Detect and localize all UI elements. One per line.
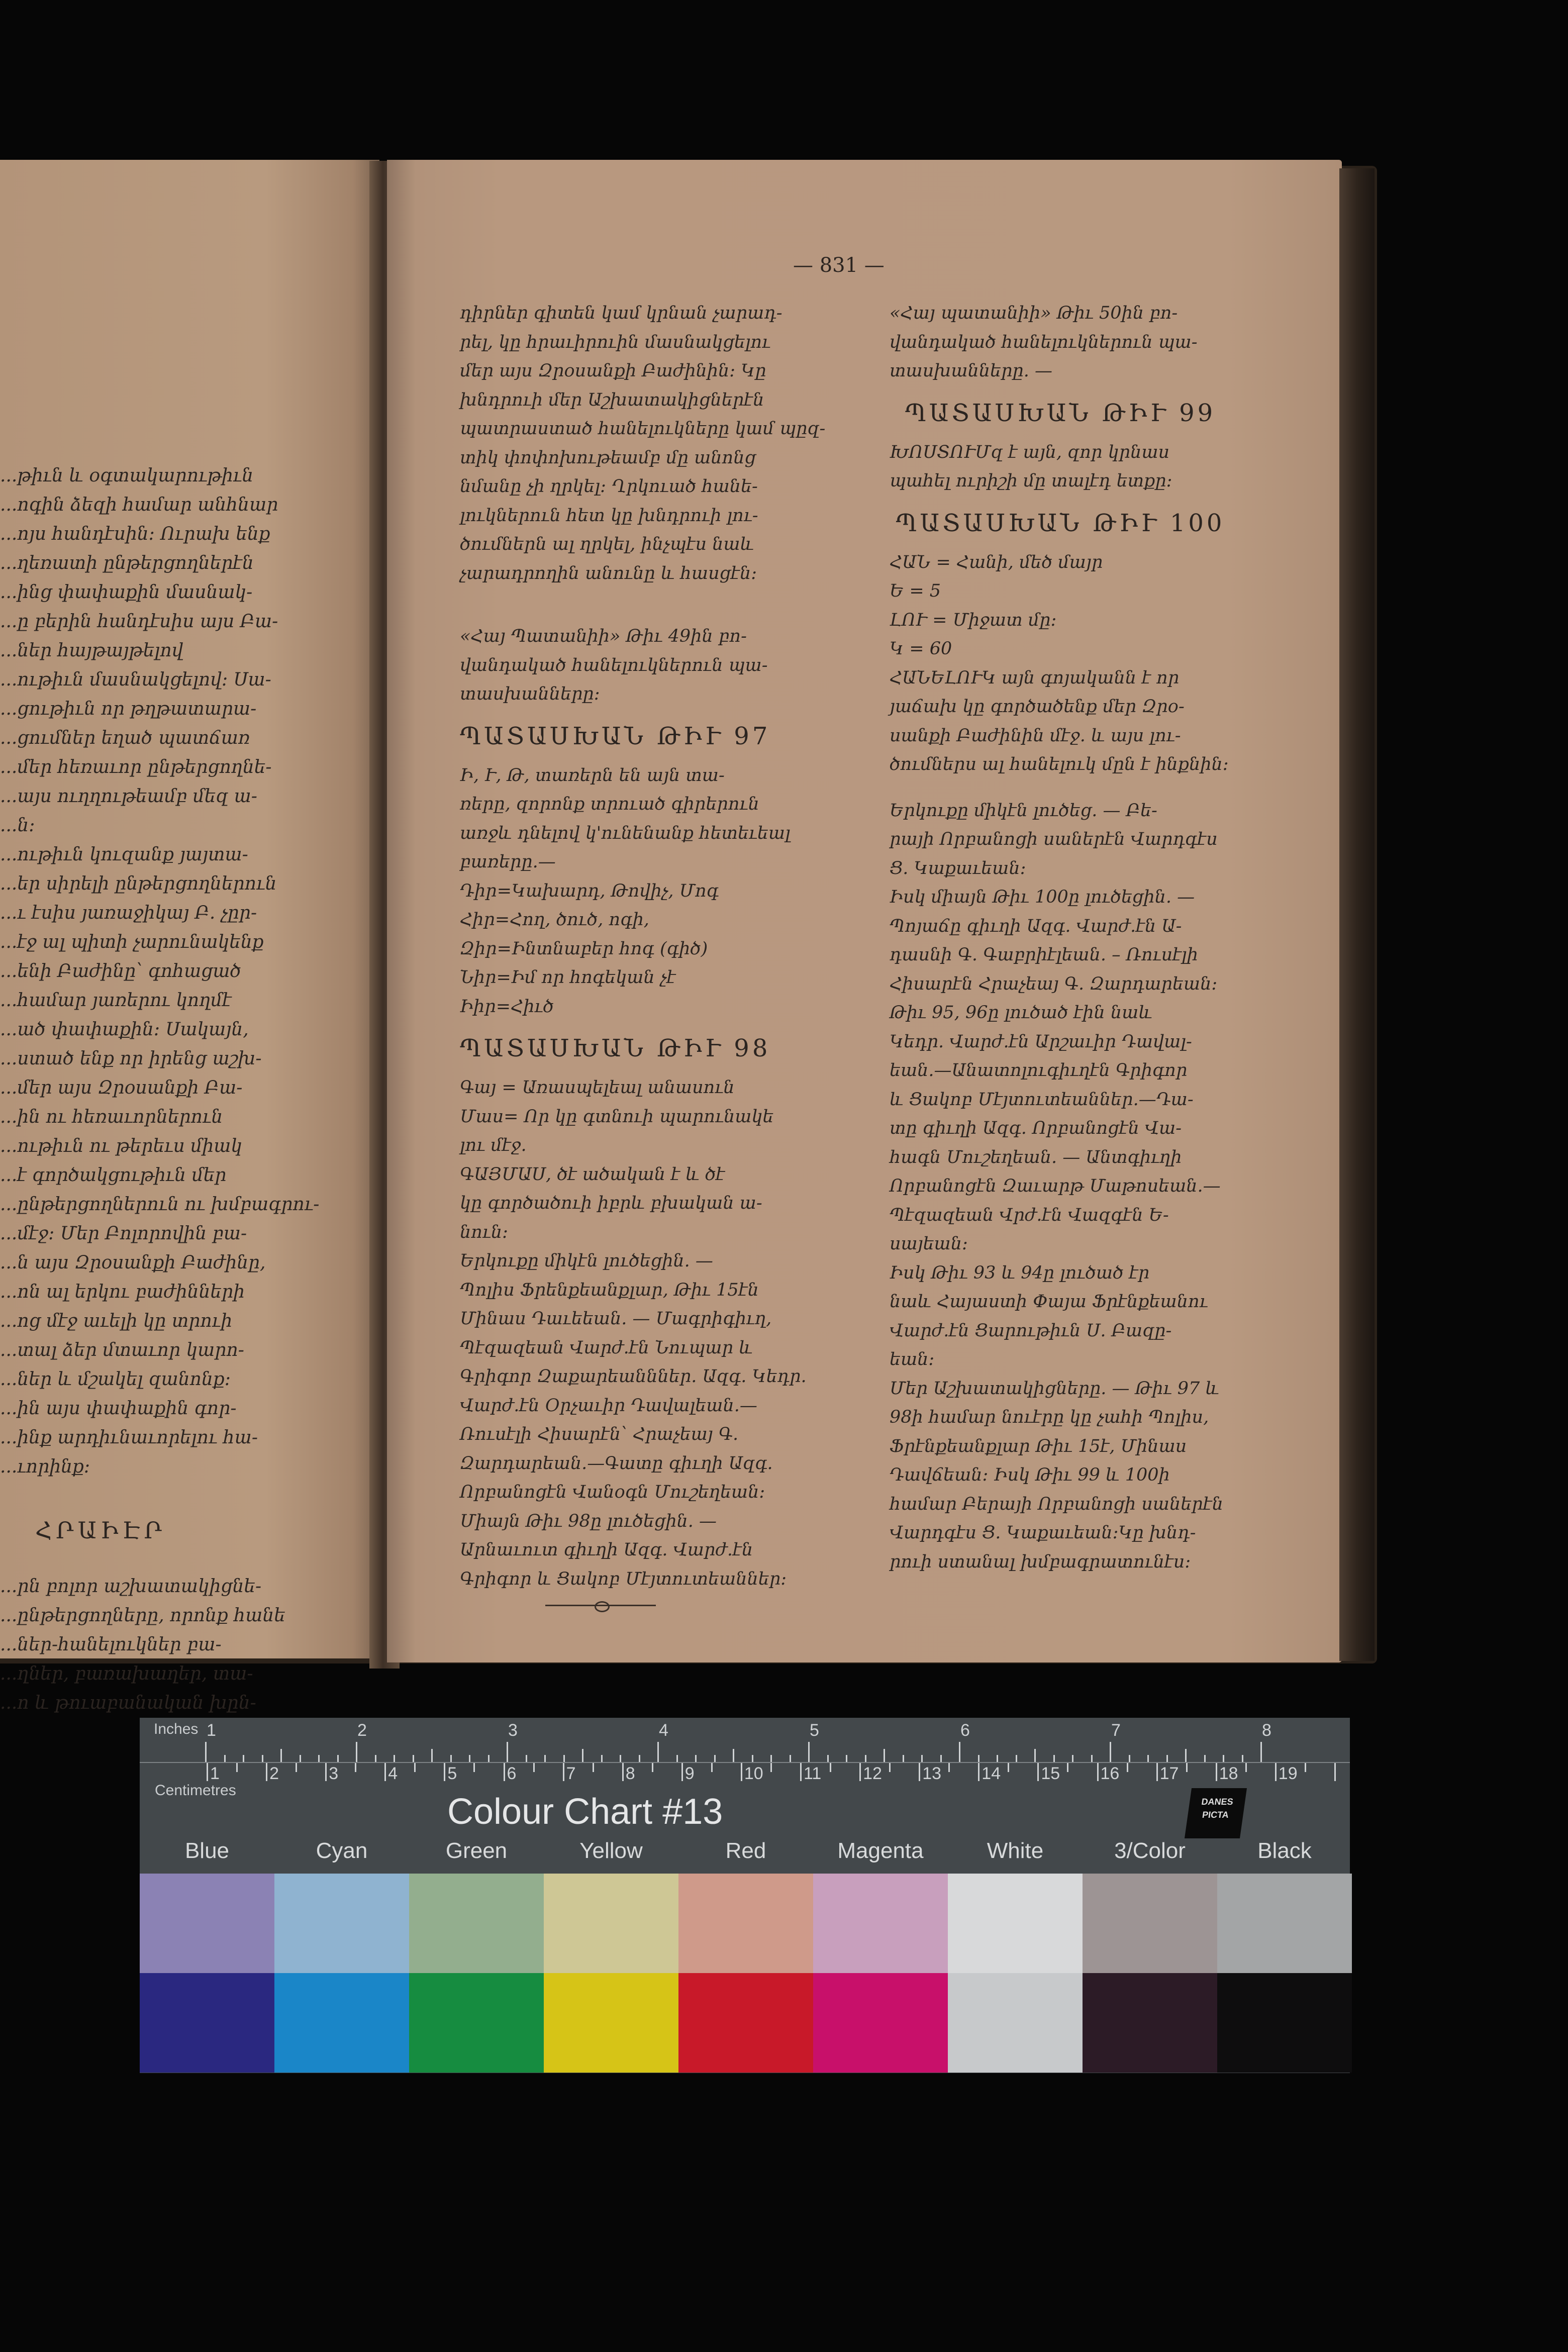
text-line: եան.—Անատոլուգիւղէն Գրիգոր — [890, 1060, 1188, 1081]
ruler-tick — [681, 1763, 683, 1781]
text-line: ...եր սիրելի ընթերցողներուն — [0, 873, 277, 894]
text-line: Միայն Թիւ 98ը լուծեցին. — — [460, 1511, 717, 1531]
ruler-tick — [563, 1755, 565, 1762]
ruler — [140, 1718, 1350, 1763]
inch-tick-label: 7 — [1111, 1721, 1121, 1740]
ruler-tick — [1053, 1755, 1055, 1762]
text-line: ...ւ էսիս յառաջիկայ Բ. չըր- — [0, 903, 257, 923]
text-line: տը գիւղի Ազգ. Որբանոցէն Վա- — [890, 1118, 1182, 1138]
ruler-tick — [1147, 1755, 1149, 1762]
ruler-tick — [770, 1755, 772, 1762]
ruler-tick — [940, 1755, 942, 1762]
colour-swatch — [678, 1874, 813, 1973]
ruler-tick — [355, 1763, 356, 1772]
ruler-tick — [1185, 1749, 1187, 1762]
text-line: ...ին այս փափաքին գոր- — [0, 1398, 237, 1419]
text-line: Հիր=Հող, ծուծ, ոգի, — [460, 910, 649, 930]
text-line: առջև դնելով կ'ունենանք հետեւեալ — [460, 823, 791, 843]
text-line: ՀԱՆԵԼՈՒԿ այն գոյականն է որ — [890, 667, 1180, 688]
spacer — [890, 779, 1231, 797]
ruler-tick — [1016, 1755, 1017, 1762]
text-line: ռերը, զորոնք տրուած գիրերուն — [460, 794, 759, 814]
text-line: Կ = 60 — [890, 639, 952, 659]
text-line: Արնաւուտ գիւղի Ազգ. Վարժ.էն — [460, 1540, 753, 1560]
text-line: րուի ստանալ խմբագրատունէս։ — [890, 1551, 1191, 1572]
ruler-tick — [1110, 1742, 1111, 1762]
text-line: ...ւորինք։ — [0, 1456, 90, 1477]
colour-swatch — [544, 1973, 678, 2073]
ruler-tick — [318, 1755, 320, 1762]
ruler-tick — [450, 1755, 452, 1762]
swatch-label: Green — [445, 1838, 508, 1863]
text-line: Պէզազեան Վարժ.էն Նուպար և — [460, 1337, 753, 1358]
text-line: ...ինց փափաքին մասնակ- — [0, 582, 253, 603]
colour-swatch — [1083, 1973, 1217, 2073]
text-line: Ի, Ւ, Թ, տառերն են այն տա- — [460, 765, 725, 786]
ruler-tick — [1245, 1763, 1247, 1772]
ruler-tick — [1275, 1763, 1277, 1781]
ruler-tick — [1334, 1763, 1336, 1781]
text-line: Վարդգէս Ց. Կաքաւեան։Կը խնդ- — [890, 1523, 1196, 1543]
text-line: պատրաստած հանելուկները կամ պըզ- — [460, 419, 826, 439]
left-heading: ՀՐԱԻԷՐ — [35, 1517, 166, 1544]
section-heading: ՊԱՏԱՍԽԱՆ ԹԻՒ 98 — [460, 1034, 771, 1062]
text-line: րայի Որբանոցի սաներէն Վարդգէս — [890, 829, 1218, 849]
text-line: ծումներս ալ հանելուկ մըն է ինքնին։ — [890, 754, 1229, 774]
text-line: ...ներ հայթայթելով — [0, 640, 183, 661]
text-line: Դիր=Կախարդ, Թովիչ, Մոգ — [460, 880, 719, 901]
chart-title: Colour Chart #13 — [447, 1792, 723, 1832]
ruler-tick — [714, 1755, 716, 1762]
text-line: նուն։ — [460, 1222, 509, 1242]
text-line: Ֆրէնքեանքլար Թիւ 15է, Մինաս — [890, 1436, 1187, 1456]
text-line: ...էջ ալ պիտի չարունակենք — [0, 932, 264, 952]
cm-tick-label: 19 — [1278, 1764, 1298, 1783]
text-line: «Հայ պատանիի» Թիւ 50ին բո- — [890, 303, 1178, 323]
text-line: Վարժ.էն Օրչաւիր Դավալեան.— — [460, 1395, 757, 1416]
ruler-tick — [622, 1763, 624, 1781]
colour-swatch — [409, 1973, 544, 2073]
cm-tick-label: 7 — [566, 1764, 576, 1783]
ruler-tick — [1034, 1749, 1036, 1762]
ruler-tick — [488, 1755, 489, 1762]
ruler-tick — [337, 1755, 339, 1762]
cm-tick-label: 5 — [447, 1764, 457, 1783]
text-line: Իսկ միայն Թիւ 100ը լուծեցին. — — [890, 887, 1195, 907]
text-line: ...մեր այս Զրօսանքի Բա- — [0, 1077, 243, 1098]
ruler-tick — [1216, 1763, 1217, 1781]
text-line: ...ոգին ձեզի համար անհնար — [0, 495, 278, 515]
text-line: ...ինք արդիւնաւորելու հա- — [0, 1427, 258, 1448]
colour-swatch — [678, 1973, 813, 2073]
colour-swatch — [274, 1973, 409, 2073]
text-line: տիկ փոփոխութեամբ մը անոնց — [460, 447, 756, 468]
text-line: ...ո և թուաբանական խըն- — [0, 1693, 256, 1713]
text-line: լու մէջ. — [460, 1135, 527, 1155]
ruler-tick — [504, 1763, 505, 1781]
text-line: ...ընթերցողներուն ու խմբագրու- — [0, 1194, 320, 1215]
text-line: ...ստած ենք որ իրենց աշխ- — [0, 1048, 262, 1069]
ruler-tick — [1091, 1755, 1093, 1762]
text-line: ԼՈՒ = Միջատ մը։ — [890, 610, 1057, 630]
ruler-tick — [1008, 1763, 1009, 1772]
ruler-tick — [300, 1755, 301, 1762]
section-heading: ՊԱՏԱՍԽԱՆ ԹԻՒ 97 — [460, 722, 771, 750]
text-line: Երկուքը միկէն լուծեց. — Բե- — [890, 800, 1157, 821]
text-line: ...ցութիւն որ թղթատարա- — [0, 699, 257, 719]
text-line: ԽՈՍՏՈՒՄզ է այն, զոր կրնաս — [890, 442, 1170, 462]
swatch-label: Blue — [184, 1838, 230, 1863]
inch-tick-label: 8 — [1262, 1721, 1271, 1740]
ruler-tick — [676, 1755, 678, 1762]
text-line: Պոլիս Ֆրենքեանքլար, Թիւ 15էն — [460, 1280, 759, 1300]
ruler-tick — [296, 1763, 297, 1772]
text-line: ...ն։ — [0, 815, 35, 836]
text-line: Իիր=Հիւծ — [460, 996, 554, 1017]
ruler-tick — [978, 1755, 979, 1762]
text-line: Մաս= Որ կը գտնուի պարունակե — [460, 1106, 774, 1127]
ruler-tick — [752, 1755, 753, 1762]
centimetres-label: Centimetres — [155, 1782, 236, 1799]
text-line: եան։ — [890, 1349, 935, 1369]
ruler-tick — [243, 1755, 244, 1762]
swatch-label: Cyan — [316, 1838, 368, 1863]
text-line: ...ենի Բաժինը՝ գոհացած — [0, 961, 241, 982]
text-line: ...ընթերցողները, որոնք հանե — [0, 1605, 285, 1626]
inch-tick-label: 5 — [810, 1721, 819, 1740]
ruler-tick — [1037, 1763, 1039, 1781]
ruler-tick — [1156, 1763, 1158, 1781]
inch-tick-label: 1 — [207, 1721, 216, 1740]
ruler-tick — [236, 1763, 238, 1772]
text-line: ...ութիւն ու թերեւս միակ — [0, 1136, 243, 1156]
colour-swatch — [544, 1874, 678, 1973]
colour-swatch — [1217, 1874, 1352, 1973]
text-line: ...ներ և մշակել զանոնք։ — [0, 1369, 231, 1390]
text-line: ...է գործակցութիւն մեր — [0, 1165, 227, 1186]
text-line: ...ոն ալ երկու բաժինների — [0, 1282, 245, 1302]
text-line: ...ոյս հանդէսին։ Ուրախ ենք — [0, 524, 270, 544]
text-line: ...մէջ։ Մեր Բոլորովին բա- — [0, 1223, 247, 1244]
ruler-tick — [997, 1755, 998, 1762]
ruler-tick — [695, 1755, 697, 1762]
cm-tick-label: 9 — [684, 1764, 695, 1783]
ruler-tick — [1223, 1755, 1224, 1762]
ruler-tick — [582, 1749, 583, 1762]
cm-tick-label: 13 — [922, 1764, 942, 1783]
left-text-top — [0, 461, 347, 1482]
cm-tick-label: 11 — [804, 1764, 822, 1783]
text-line: ...ին ու հեռաւորներուն — [0, 1107, 223, 1127]
text-line: խնդրուի մեր Աշխատակիցներէն — [460, 389, 764, 410]
text-line: Մեր Աշխատակիցները. — Թիւ 97 և — [890, 1378, 1220, 1399]
text-line: համար Բերայի Որբանոցի սաներէն — [890, 1494, 1223, 1514]
text-line: և Ցակոբ Մէյտուտեաններ.—Դա- — [890, 1089, 1194, 1110]
inch-tick-label: 2 — [357, 1721, 367, 1740]
text-line: բառերը.— — [460, 852, 556, 872]
inch-tick-label: 6 — [960, 1721, 970, 1740]
ruler-tick — [959, 1742, 960, 1762]
text-line: մեր այս Զրօսանքի Բաժինին։ Կը — [460, 361, 766, 381]
cm-tick-label: 10 — [744, 1764, 763, 1783]
text-line: Պոյաճը գիւղի Ազգ. Վարժ.էն Ա- — [890, 916, 1182, 936]
ruler-tick — [1305, 1763, 1306, 1772]
ruler-tick — [593, 1763, 594, 1772]
ruler-tick — [1242, 1755, 1243, 1762]
text-line: ...ութիւն կուզանք յայտա- — [0, 844, 248, 865]
ruler-tick — [1129, 1755, 1130, 1762]
cm-tick-label: 17 — [1159, 1764, 1179, 1783]
danes-picta-logo: DANES PICTA — [1185, 1788, 1247, 1838]
text-line: Նիր=Իմ որ հոգեկան չէ — [460, 967, 676, 988]
ruler-tick — [414, 1763, 416, 1772]
text-line: ...ցումներ եղած պատճառ — [0, 728, 250, 748]
inches-label: Inches — [154, 1721, 199, 1737]
text-line: Պէզազեան Վրժ.էն Վազգէն Ե- — [890, 1205, 1169, 1225]
text-line: Գայ = Առասպելեալ անասուն — [460, 1077, 735, 1098]
ruler-tick — [375, 1755, 376, 1762]
ruler-tick — [1204, 1755, 1206, 1762]
colour-swatch — [140, 1973, 274, 2073]
colour-swatch — [140, 1874, 274, 1973]
text-line: Զարդարեան.—Գատը գիւղի Ազգ. — [460, 1453, 773, 1474]
ruler-tick — [262, 1755, 263, 1762]
ruler-tick — [903, 1755, 904, 1762]
swatch-label: 3/Color — [1114, 1838, 1186, 1863]
ruler-tick — [620, 1755, 621, 1762]
ruler-tick — [711, 1763, 713, 1772]
ruler-tick — [1166, 1755, 1168, 1762]
cm-tick-label: 15 — [1041, 1764, 1060, 1783]
text-line: սայեան։ — [890, 1234, 968, 1254]
text-line: տասխանները։ — [460, 684, 600, 704]
ruler-tick — [770, 1763, 772, 1772]
text-line: ...ն այս Զրօսանքի Բաժինը, — [0, 1252, 266, 1273]
colour-chart — [140, 1718, 1350, 2073]
text-line: Ե = 5 — [890, 581, 941, 601]
ruler-tick — [1186, 1763, 1188, 1772]
text-line: ...ոց մէջ աւելի կը տրուի — [0, 1311, 233, 1331]
text-line: հագն Մուշեղեան. — Անտգիւղի — [890, 1147, 1182, 1167]
swatch-label: Magenta — [837, 1838, 924, 1863]
colour-swatch — [813, 1874, 948, 1973]
ruler-tick — [827, 1755, 829, 1762]
ruler-tick — [413, 1755, 414, 1762]
ruler-tick — [830, 1763, 831, 1772]
page-number: — 831 — — [793, 254, 885, 277]
ruler-tick — [394, 1755, 395, 1762]
swatch-labels — [140, 1838, 1350, 1869]
text-column-2 — [890, 299, 1231, 1577]
ruler-tick — [948, 1763, 950, 1772]
ruler-tick — [859, 1763, 861, 1781]
ruler-tick — [808, 1742, 810, 1762]
ruler-tick — [444, 1763, 445, 1781]
text-line: սանքի Բաժինին մէջ. և այս լու- — [890, 725, 1181, 746]
ruler-tick — [790, 1755, 791, 1762]
colour-swatch — [1083, 1874, 1217, 1973]
text-line: ...այս ուղղութեամբ մեզ ա- — [0, 786, 257, 807]
text-line: ծումներն ալ ղրկել, ինչպէս նաև — [460, 534, 754, 554]
colour-swatch — [813, 1973, 948, 2073]
text-line: ...ներ-հանելուկներ բա- — [0, 1634, 222, 1655]
cm-tick-label: 18 — [1219, 1764, 1238, 1783]
text-line: ...ղներ, բառախաղեր, տա- — [0, 1663, 253, 1684]
text-column-1 — [460, 299, 826, 1613]
text-line: Իսկ Թիւ 93 և 94ը լուծած էր — [890, 1262, 1150, 1283]
cm-tick-label: 16 — [1100, 1764, 1120, 1783]
ruler-tick — [652, 1763, 653, 1772]
colour-swatch — [274, 1874, 409, 1973]
text-line: դասնի Գ. Գաբրիէլեան. – Ռուսէլի — [890, 945, 1198, 965]
ruler-tick — [741, 1763, 742, 1781]
text-line: Թիւ 95, 96ը լուծած էին նաև — [890, 1003, 1152, 1023]
ruler-tick — [533, 1763, 535, 1772]
ruler-tick — [889, 1763, 891, 1772]
ruler-tick — [1067, 1763, 1068, 1772]
text-line: Գրիգոր և Ցակոբ Մէյտուտեաններ։ — [460, 1569, 787, 1589]
cm-tick-label: 6 — [507, 1764, 517, 1783]
ruler-tick — [865, 1755, 866, 1762]
spacer — [460, 588, 741, 605]
text-line: ...տալ ձեր մտաւոր կարո- — [0, 1340, 244, 1360]
ruler-tick — [356, 1742, 357, 1762]
text-line: պահել ուրիշի մը տալէդ ետքը։ — [890, 471, 1172, 491]
ruler-tick — [978, 1763, 979, 1781]
text-line: ...ղեռատի ընթերցողներէն — [0, 553, 254, 573]
cm-tick-label: 3 — [329, 1764, 339, 1783]
inch-tick-label: 4 — [659, 1721, 668, 1740]
text-line: տասխանները. — — [890, 361, 1053, 381]
text-line: «Հայ Պատանիի» Թիւ 49ին բո- — [460, 626, 747, 646]
ruler-tick — [1127, 1763, 1128, 1772]
cm-tick-label: 8 — [625, 1764, 635, 1783]
text-line: նմանը չի ղրկել։ Ղրկուած հանե- — [460, 476, 758, 497]
spacer — [460, 605, 741, 622]
ruler-tick — [800, 1763, 802, 1781]
colour-swatch — [1217, 1973, 1352, 2073]
text-line: Կեդր. Վարժ.էն Արշաւիր Դավալ- — [890, 1031, 1192, 1052]
text-line: ...մեր հեռաւոր ընթերցողնե- — [0, 757, 272, 777]
text-line: ԳԱՅՄԱՍ, ծէ ածական է և ծէ — [460, 1164, 725, 1185]
ruler-tick — [846, 1755, 847, 1762]
cm-tick-label: 2 — [269, 1764, 279, 1783]
text-line: Հիսարէն Հրաչեայ Գ. Զարդարեան։ — [890, 973, 1218, 994]
text-line: ...ը բերին հանդէսիս այս Բա- — [0, 611, 278, 632]
text-line: չարադրողին անունը և հասցէն։ — [460, 563, 757, 583]
text-line: Ց. Կաքաւեան։ — [890, 858, 1026, 878]
text-line: Գրիգոր Զաքարեանններ. Ազգ. Կեդր. — [460, 1366, 807, 1387]
ruler-tick — [266, 1763, 267, 1781]
text-line: Ռուսէլի Հիսարէն՝ Հրաչեայ Գ. — [460, 1424, 739, 1444]
ruler-tick — [473, 1763, 475, 1772]
text-line: ...ած փափաքին։ Սակայն, — [0, 1019, 249, 1040]
ruler-tick — [1097, 1763, 1099, 1781]
colour-swatch — [948, 1973, 1083, 2073]
section-heading: ՊԱՏԱՍԽԱՆ ԹԻՒ 100 — [896, 509, 1225, 537]
text-line: ...րն բոլոր աշխատակիցնե- — [0, 1576, 262, 1597]
ruler-tick — [639, 1755, 640, 1762]
ruler-tick — [733, 1749, 734, 1762]
text-line: յաճախ կը գործածենք մեր Զրօ- — [890, 697, 1185, 717]
text-line: կը գործածուի իբրև բխական ա- — [460, 1193, 762, 1213]
swatch-label: White — [987, 1838, 1044, 1863]
text-line: վանդակած հանելուկներուն պա- — [460, 655, 768, 675]
ruler-tick — [657, 1742, 659, 1762]
cm-tick-label: 4 — [388, 1764, 398, 1783]
text-line: Դավճեան։ Իսկ Թիւ 99 և 100ի — [890, 1465, 1170, 1485]
ruler-tick — [1072, 1755, 1073, 1762]
text-line: լուկներուն հետ կը խնդրուի լու- — [460, 505, 758, 526]
ruler-tick — [544, 1755, 546, 1762]
cm-tick-label: 1 — [210, 1764, 220, 1783]
text-line: նաև Հայաստի Փայա Ֆրէնքեանու — [890, 1292, 1208, 1312]
text-line: վանդակած հանելուկներուն պա- — [890, 332, 1198, 352]
text-line: ...ութիւն մասնակցելով։ Սա- — [0, 669, 271, 690]
section-heading: ՊԱՏԱՍԽԱՆ ԹԻՒ 99 — [905, 399, 1216, 427]
text-line: Երկուքը միկէն լուծեցին. — — [460, 1251, 713, 1271]
cm-tick-label: 12 — [863, 1764, 882, 1783]
ruler-tick — [884, 1749, 885, 1762]
text-line: Որբանոցէն Զաւարթ Մաթոսեան.— — [890, 1176, 1221, 1196]
text-line: Որբանոցէն Վանօգն Մուշեղեան։ — [460, 1482, 765, 1502]
text-line: դիրներ գիտեն կամ կրնան չարադ- — [460, 303, 782, 323]
text-line: ...համար յառերու կողմէ — [0, 990, 232, 1011]
colour-swatch — [409, 1874, 544, 1973]
text-line: ...թիւն և օգտակարութիւն — [0, 465, 254, 486]
ruler-tick — [325, 1763, 327, 1781]
page-edge — [1339, 168, 1375, 1661]
ruler-tick — [224, 1755, 226, 1762]
ruler-tick — [507, 1742, 508, 1762]
cm-tick-label: 14 — [982, 1764, 1001, 1783]
text-line: Մինաս Դաւեեան. — Մագրիգիւղ, — [460, 1309, 772, 1329]
text-line: Զիր=Ինտնաբեր հոգ (գիծ) — [460, 938, 708, 959]
ruler-tick — [921, 1755, 923, 1762]
left-text-bottom — [0, 1572, 347, 1718]
ruler-tick — [1260, 1742, 1262, 1762]
ruler-tick — [563, 1763, 564, 1781]
ruler-tick — [384, 1763, 386, 1781]
inch-tick-label: 3 — [508, 1721, 518, 1740]
text-line: Վարժ.էն Ցարութիւն Ս. Բազը- — [890, 1320, 1172, 1341]
text-line: 98ի համար նուէրը կը չահի Պոլիս, — [890, 1407, 1209, 1427]
colour-swatch — [948, 1874, 1083, 1973]
page-left — [0, 160, 379, 1713]
swatch-label: Red — [725, 1838, 766, 1863]
swatch-label: Black — [1257, 1838, 1312, 1863]
ruler-tick — [431, 1749, 433, 1762]
ruler-tick — [207, 1763, 208, 1781]
ruler-tick — [526, 1755, 527, 1762]
ruler-tick — [280, 1749, 282, 1762]
ornament-divider — [545, 1605, 656, 1613]
ruler-tick — [919, 1763, 920, 1781]
text-line: րել, կը հրաւիրուին մասնակցելու — [460, 332, 771, 352]
ruler-tick — [205, 1742, 207, 1762]
ruler-tick — [469, 1755, 470, 1762]
text-line: ՀԱՆ = Հանի, մեծ մայր — [890, 552, 1103, 572]
ruler-tick — [601, 1755, 603, 1762]
swatch-label: Yellow — [579, 1838, 643, 1863]
